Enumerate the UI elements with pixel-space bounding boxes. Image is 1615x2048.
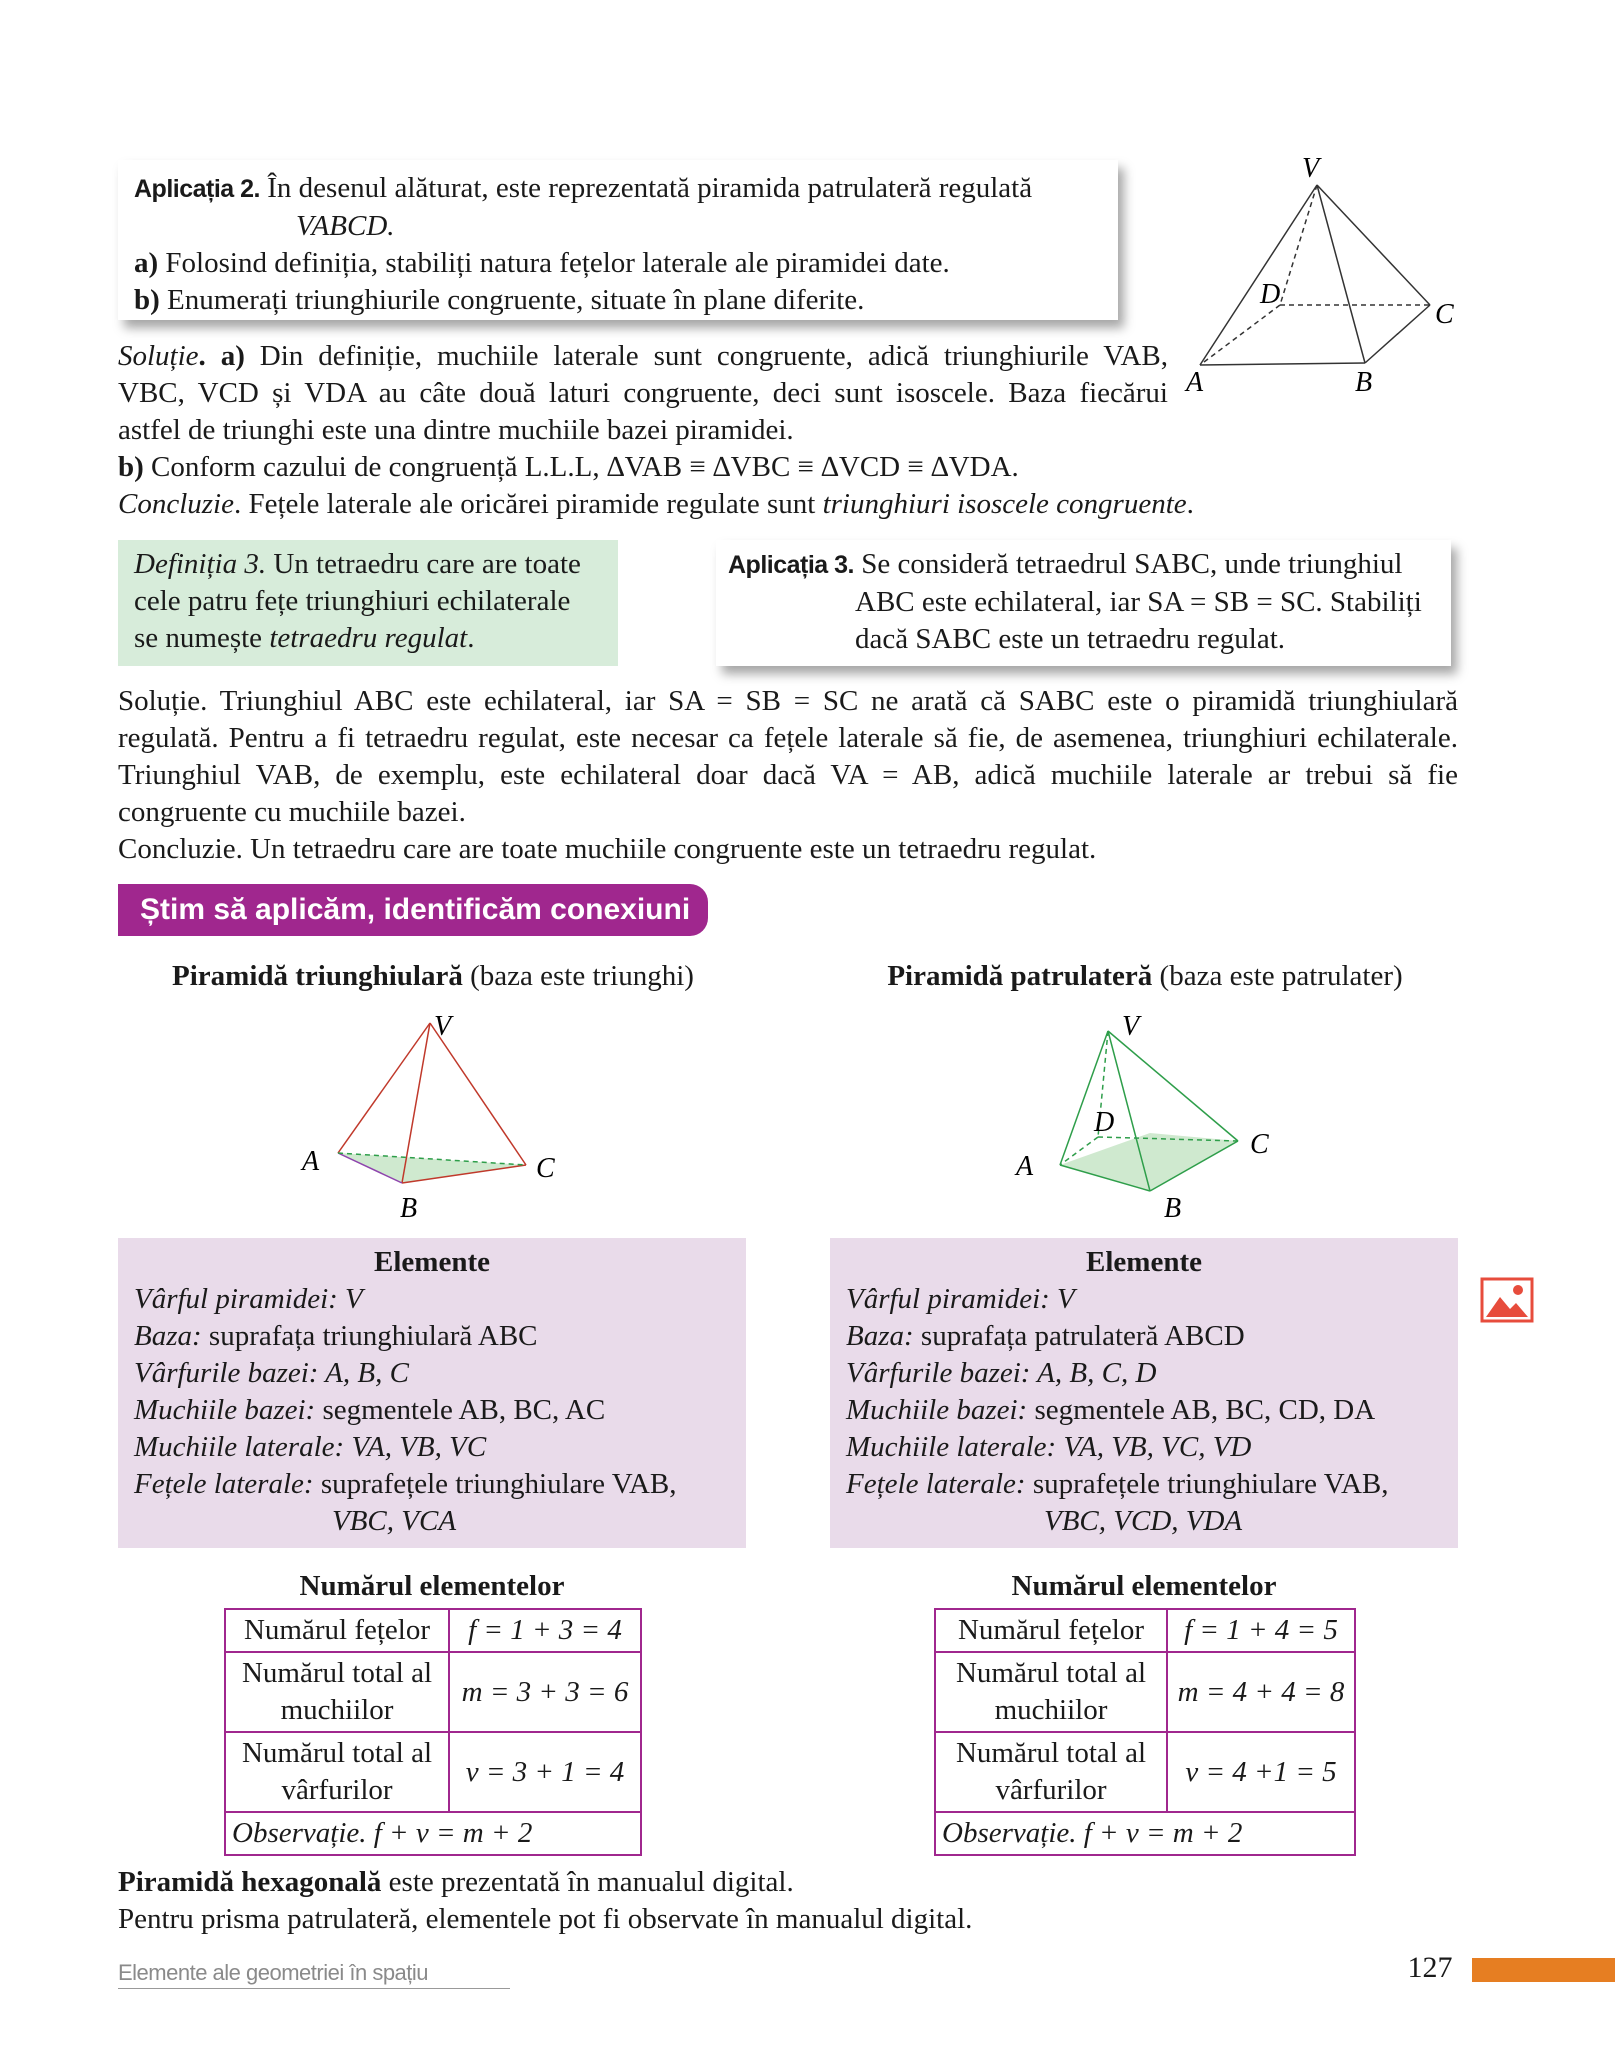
triangular-pyramid-figure — [290, 1005, 580, 1225]
vertex-label-D: D — [1260, 279, 1281, 310]
element-row: Muchiile laterale: VA, VB, VC — [134, 1431, 487, 1463]
table-row: Observație. f + v = m + 2 — [225, 1812, 641, 1855]
element-row: Vârful piramidei: V — [134, 1283, 363, 1315]
triangular-pyramid-elements-box: Elemente Vârful piramidei: V Baza: suprafața triunghiulară ABC Vârfurile bazei: A, B, C Muchiile bazei: segmentele AB, BC, AC Muchiile laterale: VA, VB, VC Fețele laterale: suprafețele triunghiulare VAB, VBC, VCA — [118, 1238, 746, 1548]
section-banner: Știm să aplicăm, identificăm conexiuni — [118, 884, 708, 936]
vertex-label-B: B — [1164, 1193, 1182, 1224]
solution-2: Soluție. a) Din definiție, muchiile laterale sunt congruente, adică triunghiurile VAB, VBC, VCD și VDA au câte două laturi congruente, deci sunt isoscele. Baza fiecărui astfel de triunghi este una dintre muchiile bazei piramidei. b) Conform cazului de congruență L.L.L, ∆VAB ≡ ∆VBC ≡ ∆VCD ≡ ∆VDA. Concluzie. Fețele laterale ale oricărei piramide regulate sunt triunghiuri isoscele congruente. — [118, 340, 1194, 520]
footer-chapter: Elemente ale geometriei în spațiu — [118, 1958, 510, 1989]
vertex-label-B: B — [1355, 367, 1373, 395]
quadrilateral-pyramid-elements-box: Elemente Vârful piramidei: V Baza: suprafața patrulateră ABCD Vârfurile bazei: A, B, C, D Muchiile bazei: segmentele AB, BC, CD, DA Muchiile laterale: VA, VB, VC, VD Fețele laterale: suprafețele triunghiulare VAB, VBC, VCD, VDA — [830, 1238, 1458, 1548]
table-row: Observație. f + v = m + 2 — [935, 1812, 1355, 1855]
application-3-box: Aplicația 3. Se consideră tetraedrul SABC, unde triunghiul ABC este echilateral, iar SA = SB = SC. Stabiliți dacă SABC este un tetraedru regulat. — [716, 540, 1451, 666]
page-number-bar — [1472, 1958, 1615, 1982]
image-gallery-icon[interactable] — [1480, 1277, 1534, 1323]
table-row: Numărul total al vârfurilor v = 4 +1 = 5 — [935, 1732, 1355, 1812]
vertex-label-V: V — [1122, 1011, 1140, 1042]
element-row: Fețele laterale: suprafețele triunghiulare VAB, — [846, 1468, 1389, 1500]
vertex-label-C: C — [536, 1153, 555, 1184]
quadrilateral-pyramid-heading: Piramidă patrulateră (baza este patrulater) — [887, 960, 1403, 992]
element-row: Vârful piramidei: V — [846, 1283, 1075, 1315]
right-count-title: Numărul elementelor — [1011, 1570, 1277, 1602]
element-row: Vârfurile bazei: A, B, C — [134, 1357, 409, 1389]
quadrilateral-pyramid-figure — [1010, 1005, 1310, 1225]
right-count-table — [934, 1608, 1356, 1856]
element-row: Vârfurile bazei: A, B, C, D — [846, 1357, 1157, 1389]
table-row: Numărul fețelor f = 1 + 4 = 5 — [935, 1609, 1355, 1652]
app2-title: Aplicația 2. — [134, 175, 260, 203]
element-row: Baza: suprafața triunghiulară ABC — [134, 1320, 538, 1352]
left-count-table — [224, 1608, 642, 1856]
element-row: Muchiile bazei: segmentele AB, BC, AC — [134, 1394, 606, 1426]
element-row: Muchiile bazei: segmentele AB, BC, CD, DA — [846, 1394, 1376, 1426]
element-row: Baza: suprafața patrulateră ABCD — [846, 1320, 1245, 1352]
vertex-label-V: V — [434, 1011, 452, 1042]
vertex-label-D: D — [1094, 1107, 1115, 1138]
application-2-box: Aplicația 2. În desenul alăturat, este reprezentată piramida patrulateră regulată VABCD. a) Folosind definiția, stabiliți natura fețelor laterale ale piramidei date. b) Enumerați triunghiurile congruente, situate în plane diferite. — [118, 160, 1118, 320]
vertex-label-C: C — [1250, 1129, 1269, 1160]
table-row: Numărul total al vârfurilor v = 3 + 1 = 4 — [225, 1732, 641, 1812]
vertex-label-C: C — [1435, 299, 1454, 330]
vertex-label-B: B — [400, 1193, 418, 1224]
solution-3: Soluție. Triunghiul ABC este echilateral, iar SA = SB = SC ne arată că SABC este o piramidă triunghiulară regulată. Pentru a fi tetraedru regulat, este necesar ca fețele laterale să fie, de asemenea, triunghiuri echilaterale. Triunghiul VAB, de exemplu, este echilateral doar dacă VA = AB, adică muchiile laterale ar trebui să fie congruente cu muchiile bazei. Concluzie. Un tetraedru care are toate muchiile congruente este un tetraedru regulat. — [118, 685, 1458, 865]
table-row: Numărul total al muchiilor m = 4 + 4 = 8 — [935, 1652, 1355, 1732]
vertex-label-A: A — [1186, 367, 1204, 395]
square-pyramid-figure-top — [1180, 155, 1470, 395]
triangular-pyramid-heading: Piramidă triunghiulară (baza este triunghi) — [172, 960, 694, 992]
left-count-title: Numărul elementelor — [299, 1570, 565, 1602]
vertex-label-V: V — [1302, 155, 1320, 184]
definition-3-box: Definiția 3. Un tetraedru care are toate cele patru fețe triunghiuri echilaterale se numește tetraedru regulat. — [118, 540, 618, 666]
vertex-label-A: A — [302, 1146, 320, 1177]
table-row: Numărul fețelor f = 1 + 3 = 4 — [225, 1609, 641, 1652]
vertex-label-A: A — [1016, 1151, 1034, 1182]
page-number: 127 — [1407, 1951, 1453, 1984]
table-row: Numărul total al muchiilor m = 3 + 3 = 6 — [225, 1652, 641, 1732]
bottom-notes: Piramidă hexagonală este prezentată în manualul digital. Pentru prisma patrulateră, elementele pot fi observate în manualul digital. — [118, 1866, 973, 1935]
element-row: Fețele laterale: suprafețele triunghiulare VAB, — [134, 1468, 677, 1500]
element-row: Muchiile laterale: VA, VB, VC, VD — [846, 1431, 1252, 1463]
